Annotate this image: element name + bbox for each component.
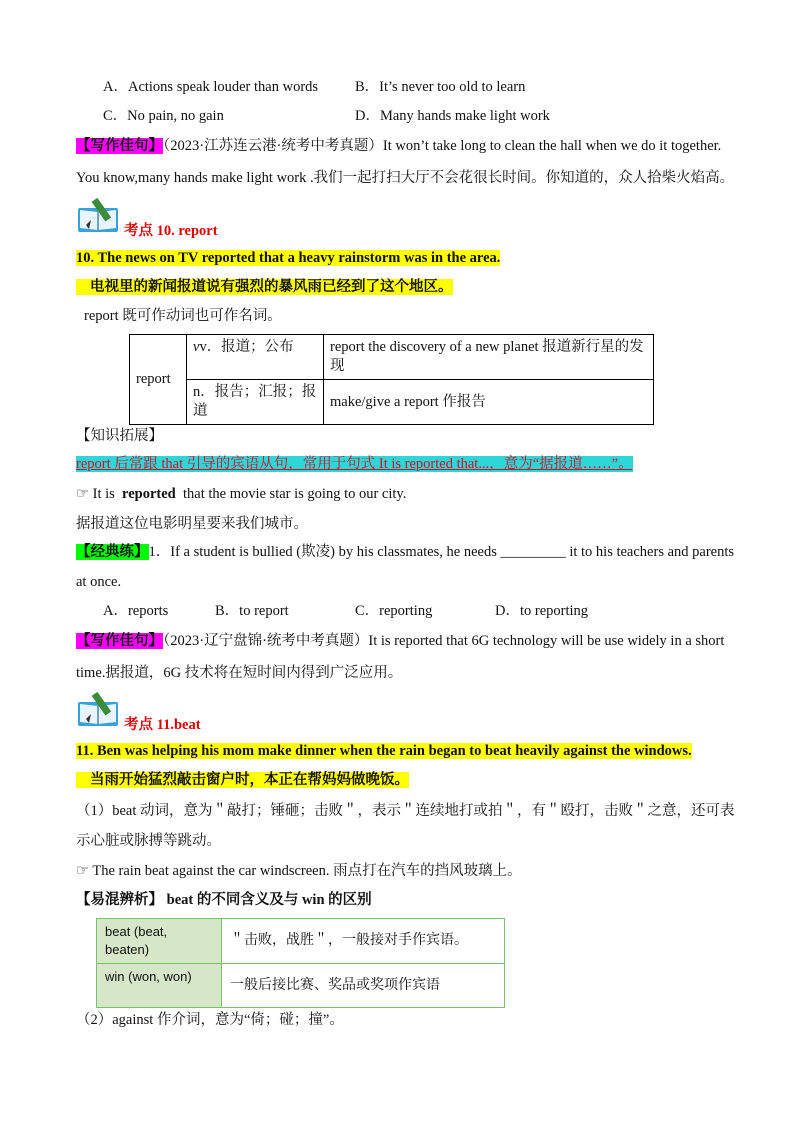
beat-word-cell: beat (beat, beaten) — [97, 919, 222, 964]
q9-writing-line2: You know,many hands make light work .我们一起打扫大厅不会花很长时间。你知道的，众人拾柴火焰高。 — [76, 170, 735, 186]
win-meaning-cell: 一般后接比赛、奖品或奖项作宾语 — [222, 964, 505, 1008]
kp11-heading: 考点 11.beat — [124, 717, 201, 733]
kp10-writing-line2: time.据报道，6G 技术将在短时间内得到广泛应用。 — [76, 665, 403, 681]
extend-line: report 后常跟 that 引导的宾语从句，常用于句式 It is reported that...，意为“据报道……”。 — [76, 456, 633, 472]
kp10-writing-line: 【写作佳句】（2023·辽宁盘锦·统考中考真题）It is reported that 6G technology will be use widely in a short — [76, 633, 725, 649]
kp11-point2: （2）against 作介词，意为“倚；碰；撞”。 — [76, 1012, 344, 1028]
beat-meaning-cell: ＂击败，战胜＂，一般接对手作宾语。 — [222, 919, 505, 964]
kp10-option-b: B．to report — [215, 603, 289, 619]
kp10-heading: 考点 10. report — [124, 223, 218, 239]
book-pencil-icon — [76, 692, 122, 728]
confuse-heading: 【易混辨析】 beat 的不同含义及与 win 的区别 — [76, 892, 372, 908]
kp11-sentence-cn: 当雨开始猛烈敲击窗户时，本正在帮妈妈做晚饭。 — [76, 770, 409, 790]
practice-tag: 【经典练】 — [76, 544, 149, 560]
q9-option-d: D．Many hands make light work — [355, 108, 550, 124]
report-table — [129, 334, 654, 425]
beat-win-table — [96, 918, 505, 1008]
kp11-example: ☞ The rain beat against the car windscreen. 雨点打在汽车的挡风玻璃上。 — [76, 863, 522, 879]
report-pos-noun: n．报告；汇报；报 道 — [187, 380, 324, 425]
practice-line: 【经典练】1．If a student is bullied (欺凌) by his classmates, he needs _________ it to his teachers and parents — [76, 544, 735, 560]
kp11-point1-l2: 示心脏或脉搏等跳动。 — [76, 833, 221, 849]
book-pencil-icon — [76, 198, 122, 234]
report-example-verb: report the discovery of a new planet 报道新行星的发 现 — [324, 335, 654, 380]
win-word-cell: win (won, won) — [97, 964, 222, 1008]
kp11-sentence-en: 11. Ben was helping his mom make dinner when the rain began to beat heavily against the windows. — [76, 743, 692, 759]
writing-tag: 【写作佳句】 — [76, 633, 163, 649]
report-example-cn: 据报道这位电影明星要来我们城市。 — [76, 516, 308, 532]
writing-tag: 【写作佳句】 — [76, 138, 163, 154]
report-word-cell: report — [130, 335, 187, 425]
kp11-point1-l1: （1）beat 动词，意为＂敲打；锤砸；击败＂，表示＂连续地打或拍＂，有＂殴打，击败＂之意，还可表 — [76, 803, 735, 819]
q9-option-c: C．No pain, no gain — [103, 108, 224, 124]
writing-text: （2023·江苏连云港·统考中考真题）It won’t take long to clean the hall when we do it together. — [163, 138, 722, 154]
kp10-sentence-en: 10. The news on TV reported that a heavy rainstorm was in the area. — [76, 250, 501, 266]
kp10-option-c: C．reporting — [355, 603, 433, 619]
kp10-intro: report 既可作动词也可作名词。 — [84, 308, 282, 324]
practice-line2: at once. — [76, 574, 122, 590]
extend-tag: 【知识拓展】 — [76, 428, 163, 444]
q9-option-b: B．It’s never too old to learn — [355, 79, 526, 95]
q9-writing-line — [76, 136, 721, 156]
q9-option-a: A．Actions speak louder than words — [103, 79, 319, 95]
report-example-noun: make/give a report 作报告 — [324, 380, 654, 425]
kp10-option-d: D．to reporting — [495, 603, 589, 619]
report-pos-verb: vv．报道；公布 — [187, 335, 324, 380]
kp10-sentence-cn: 电视里的新闻报道说有强烈的暴风雨已经到了这个地区。 — [76, 277, 453, 297]
kp10-option-a: A．reports — [103, 603, 169, 619]
report-example-en: ☞ It is reported that the movie star is going to our city. — [76, 486, 407, 502]
